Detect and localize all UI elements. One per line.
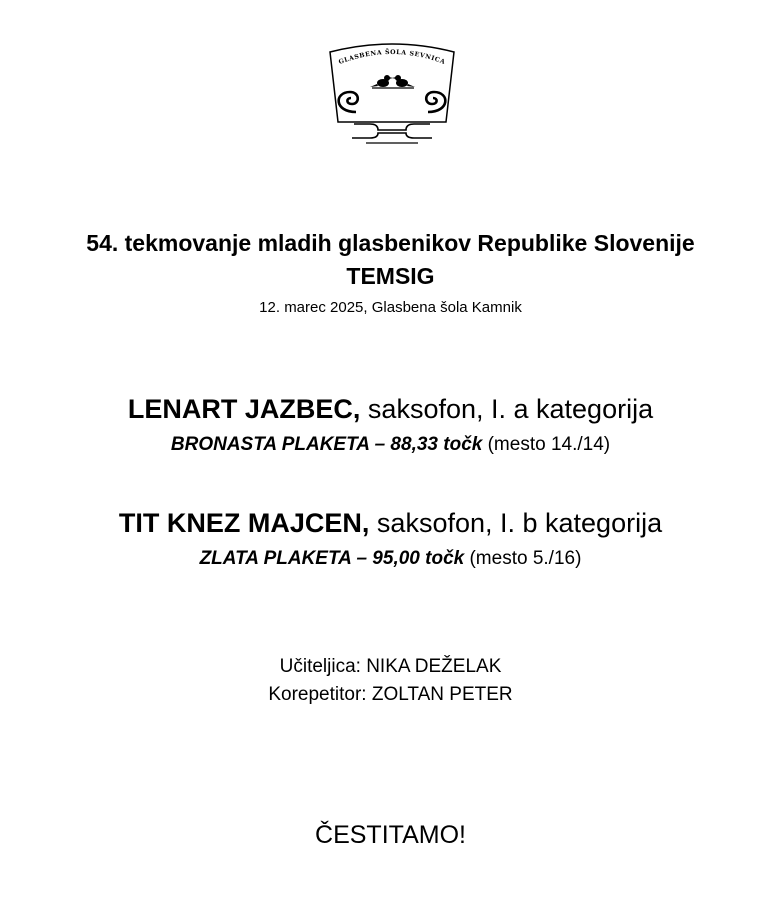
- accompanist-line: Korepetitor: ZOLTAN PETER: [268, 684, 513, 705]
- award-text: BRONASTA PLAKETA – 88,33 točk: [170, 434, 483, 455]
- teacher-line: Učiteljica: NIKA DEŽELAK: [279, 656, 502, 677]
- award-text: ZLATA PLAKETA – 95,00 točk: [199, 548, 465, 569]
- congratulations-text: ČESTITAMO!: [315, 821, 466, 849]
- result-1-award: [0, 433, 781, 457]
- student-name: TIT KNEZ MAJCEN,: [118, 508, 370, 538]
- placement-text: (mesto 14./14): [482, 434, 611, 455]
- school-logo: [326, 42, 458, 150]
- instrument-category: saksofon, I. b kategorija: [369, 508, 663, 538]
- birds-icon: [370, 75, 415, 87]
- svg-text:GLASBENA ŠOLA SEVNICA: [338, 48, 447, 66]
- date-location: 12. marec 2025, Glasbena šola Kamnik: [259, 299, 522, 316]
- instrument-category: saksofon, I. a kategorija: [360, 394, 654, 424]
- logo-text: GLASBENA ŠOLA SEVNICA: [337, 48, 447, 67]
- result-2-award: [0, 547, 781, 571]
- competition-acronym: TEMSIG: [346, 263, 435, 289]
- result-2-heading: [0, 507, 781, 539]
- competition-title: 54. tekmovanje mladih glasbenikov Republike Slovenije: [86, 230, 695, 256]
- placement-text: (mesto 5./16): [464, 548, 582, 569]
- result-1-heading: [0, 393, 781, 425]
- student-name: LENART JAZBEC,: [127, 394, 361, 424]
